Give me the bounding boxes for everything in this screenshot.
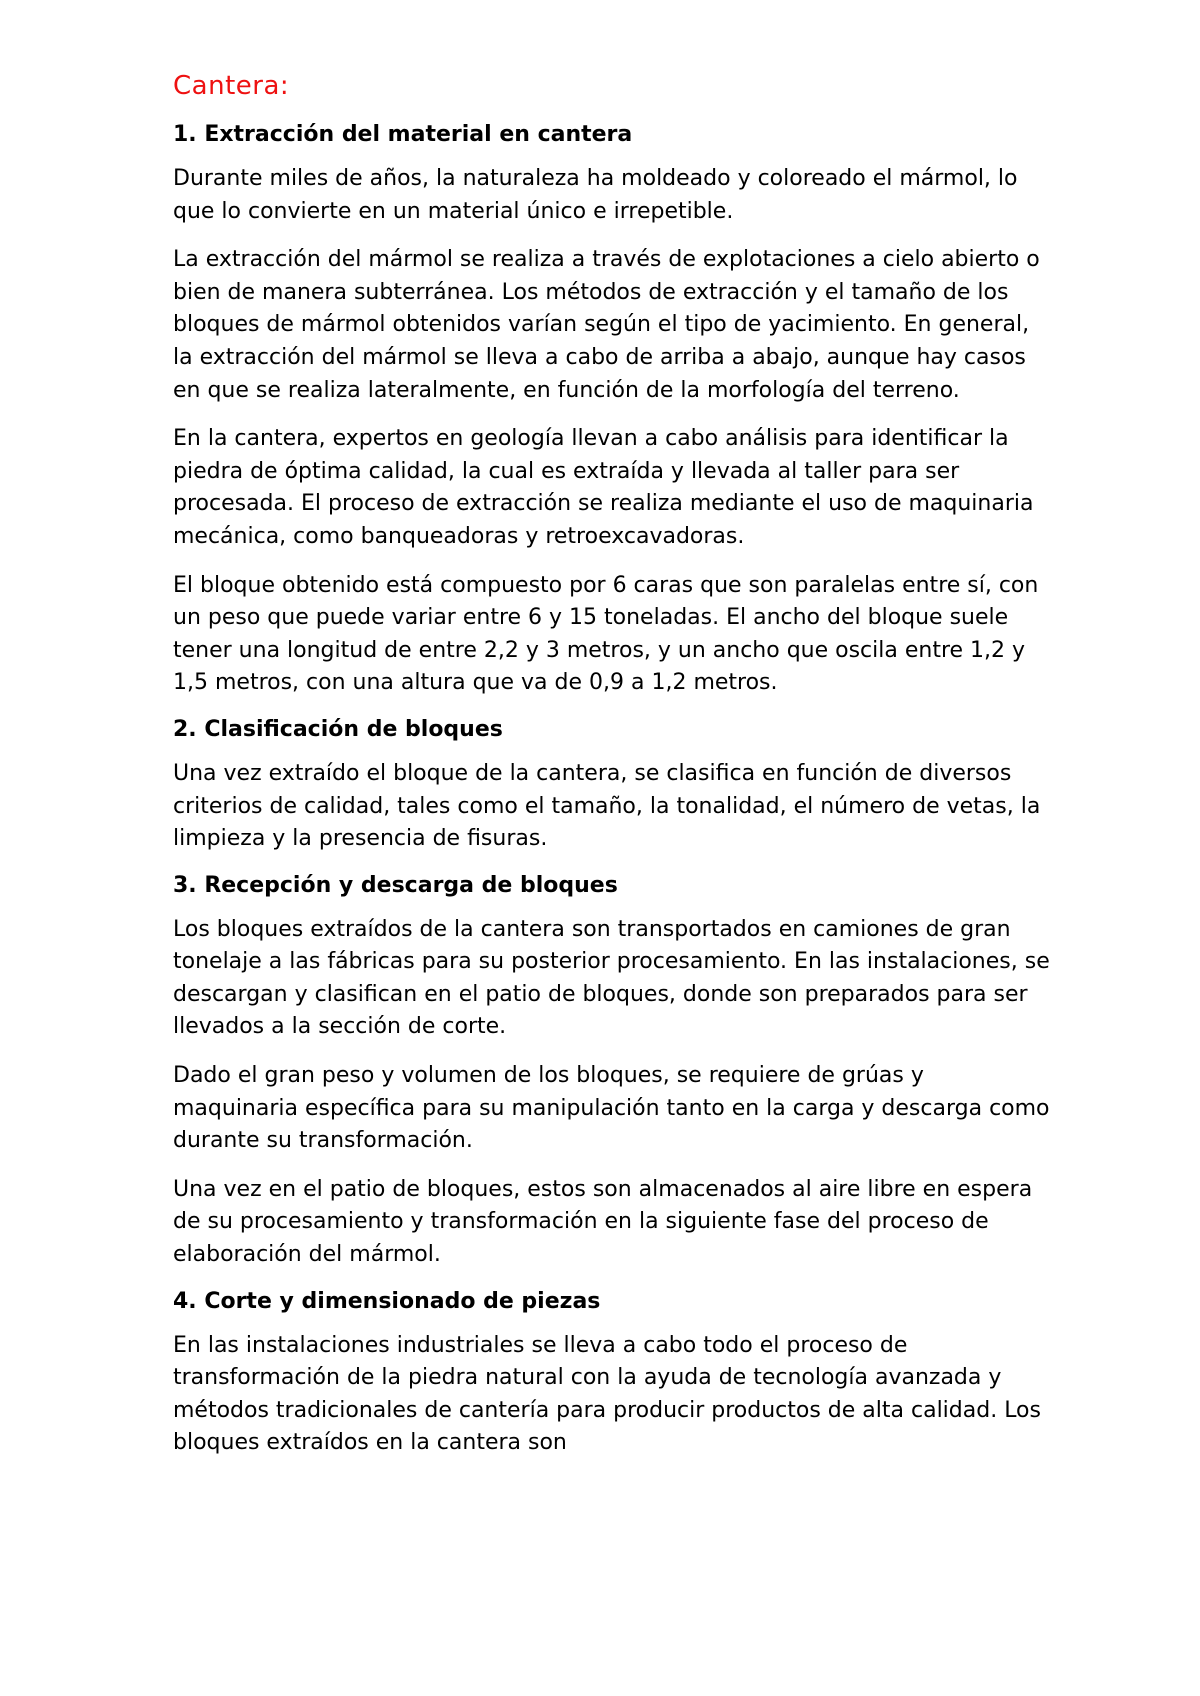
paragraph: Los bloques extraídos de la cantera son transportados en camiones de gran tonelaje a las fábricas para su posterior procesamiento. En las instalaciones, se descargan y clasifican en el patio de bloques, donde son preparados para ser llevados a la sección de corte. — [173, 916, 1050, 1040]
paragraph: Durante miles de años, la naturaleza ha moldeado y coloreado el mármol, lo que lo convierte en un material único e irrepetible. — [173, 166, 1018, 224]
paragraph: En la cantera, expertos en geología llevan a cabo análisis para identificar la piedra de óptima calidad, la cual es extraída y llevada al taller para ser procesada. El proceso de extracción se realiza mediante el uso de maquinaria mecánica, como banqueadoras y retroexcavadoras. — [173, 426, 1034, 549]
paragraph: Una vez extraído el bloque de la cantera, se clasifica en función de diversos criterios de calidad, tales como el tamaño, la tonalidad, el número de vetas, la limpieza y la presencia de fisuras. — [173, 760, 1041, 852]
section-heading: 3. Recepción y descarga de bloques — [173, 872, 618, 898]
document-page — [173, 70, 1053, 1476]
section-heading: 1. Extracción del material en cantera — [173, 122, 633, 147]
paragraph: Dado el gran peso y volumen de los bloques, se requiere de grúas y maquinaria específica para su manipulación tanto en la carga y descarga como durante su transformación. — [173, 1063, 1050, 1154]
section-corte — [173, 1288, 1053, 1460]
section-clasificacion — [173, 716, 1053, 856]
section-extraccion — [173, 121, 1053, 700]
document-title: Cantera: — [173, 71, 290, 101]
paragraph: Una vez en el patio de bloques, estos son almacenados al aire libre en espera de su procesamiento y transformación en la siguiente fase del proceso de elaboración del mármol. — [173, 1176, 1033, 1268]
section-recepcion — [173, 872, 1053, 1272]
paragraph: En las instalaciones industriales se lleva a cabo todo el proceso de transformación de la piedra natural con la ayuda de tecnología avanzada y métodos tradicionales de cantería para producir productos de alta calidad. Los bloques extraídos en la cantera son — [173, 1332, 1041, 1456]
section-heading: 4. Corte y dimensionado de piezas — [173, 1288, 601, 1314]
section-heading: 2. Clasificación de bloques — [173, 716, 503, 742]
paragraph: El bloque obtenido está compuesto por 6 caras que son paralelas entre sí, con un peso que puede variar entre 6 y 15 toneladas. El ancho del bloque suele tener una longitud de entre 2,2 y 3 metros, y un ancho que oscila entre 1,2 y 1,5 metros, con una altura que va de 0,9 a 1,2 metros. — [173, 572, 1039, 696]
paragraph: La extracción del mármol se realiza a través de explotaciones a cielo abierto o bien de manera subterránea. Los métodos de extracción y el tamaño de los bloques de mármol obtenidos varían según el tipo de yacimiento. En general, la extracción del mármol se lleva a cabo de arriba a abajo, aunque hay casos en que se realiza lateralmente, en función de la morfología del terreno. — [173, 247, 1040, 403]
